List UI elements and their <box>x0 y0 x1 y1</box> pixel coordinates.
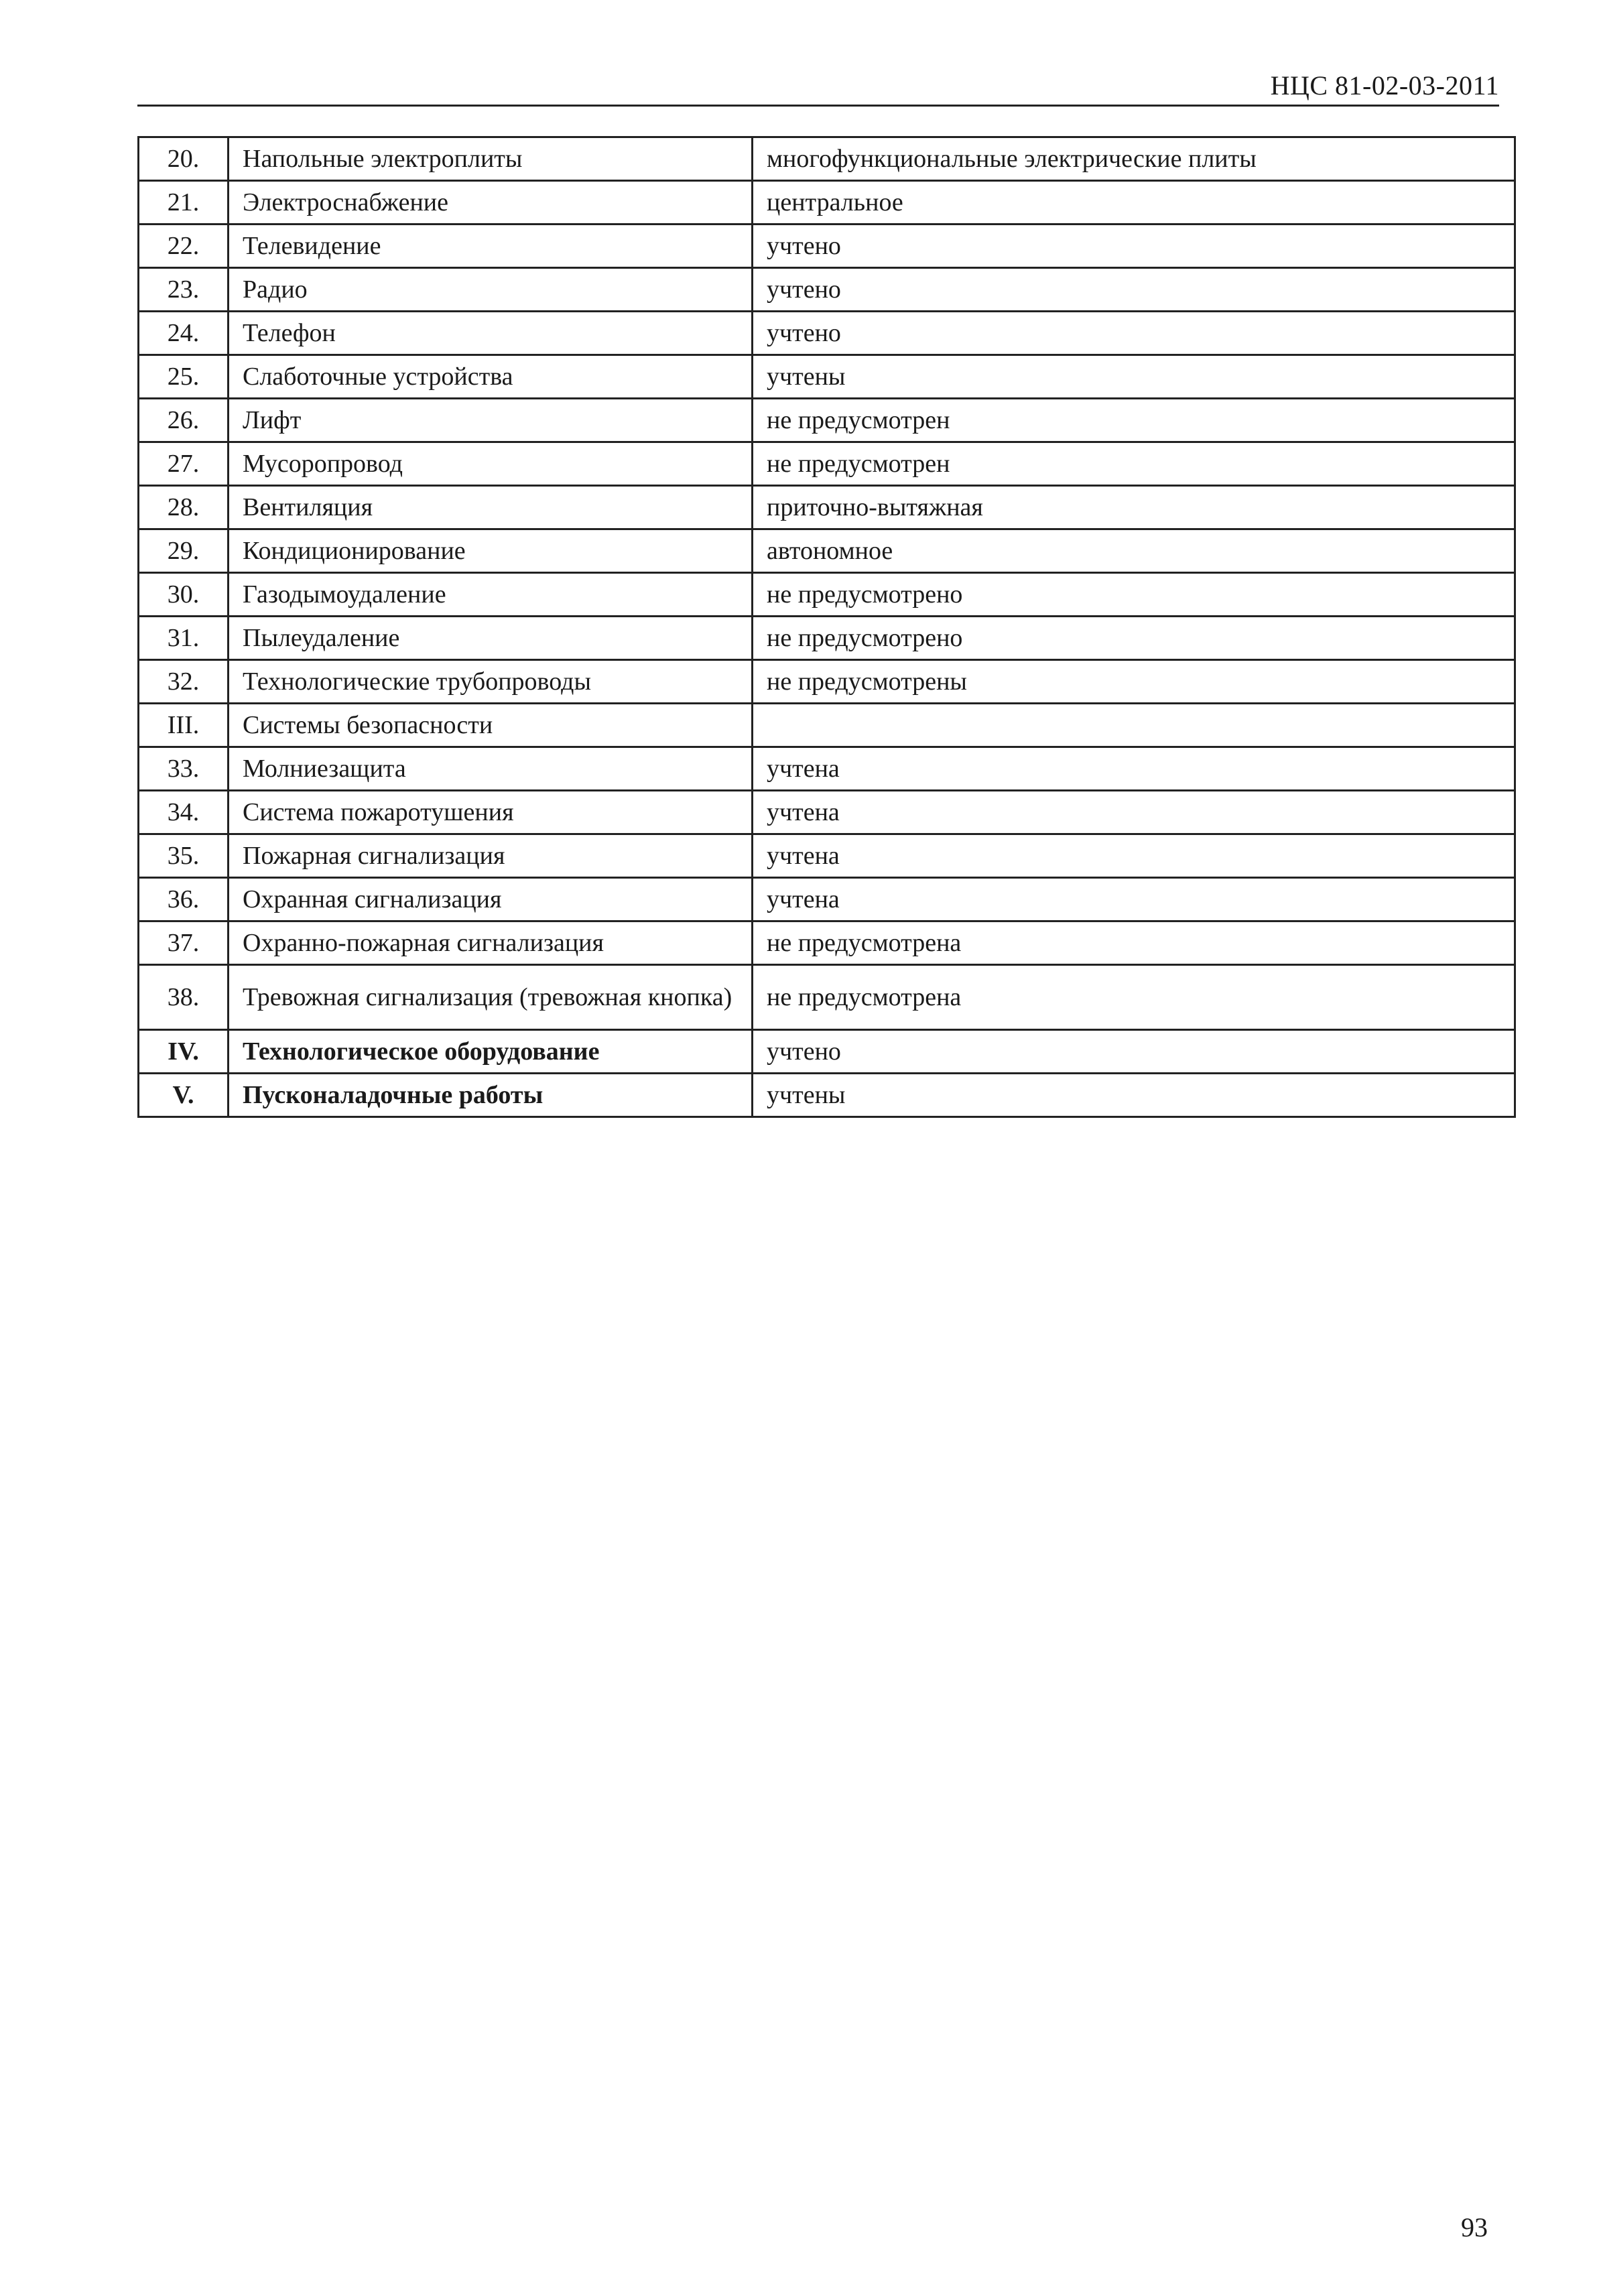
table-row <box>139 399 1515 442</box>
row-value: не предусмотрен <box>753 399 1515 442</box>
row-number: IV. <box>139 1030 229 1074</box>
row-number: 21. <box>139 181 229 225</box>
row-value: учтена <box>753 747 1515 791</box>
table-row <box>139 573 1515 617</box>
row-number: 33. <box>139 747 229 791</box>
row-value: многофункциональные электрические плиты <box>753 137 1515 181</box>
table-row <box>139 312 1515 355</box>
row-number: 38. <box>139 965 229 1030</box>
row-number: 37. <box>139 921 229 965</box>
table-row <box>139 181 1515 225</box>
row-number: 31. <box>139 617 229 660</box>
table-row <box>139 878 1515 921</box>
row-number: 36. <box>139 878 229 921</box>
row-name: Телевидение <box>229 225 753 268</box>
row-name: Газодымоудаление <box>229 573 753 617</box>
row-value: учтена <box>753 878 1515 921</box>
row-number: V. <box>139 1074 229 1117</box>
table-row <box>139 442 1515 486</box>
row-value: учтены <box>753 1074 1515 1117</box>
row-name: Молниезащита <box>229 747 753 791</box>
table-row <box>139 921 1515 965</box>
row-name: Мусоропровод <box>229 442 753 486</box>
row-name: Охранно-пожарная сигнализация <box>229 921 753 965</box>
table-row <box>139 355 1515 399</box>
section-row <box>139 1074 1515 1117</box>
row-name: Кондиционирование <box>229 529 753 573</box>
row-value: учтено <box>753 268 1515 312</box>
table-row <box>139 529 1515 573</box>
row-number: 24. <box>139 312 229 355</box>
table-row <box>139 137 1515 181</box>
row-number: 34. <box>139 791 229 834</box>
row-value: не предусмотрена <box>753 921 1515 965</box>
row-value: не предусмотрена <box>753 965 1515 1030</box>
row-number: 23. <box>139 268 229 312</box>
row-value: автономное <box>753 529 1515 573</box>
section-row <box>139 704 1515 747</box>
table-row <box>139 225 1515 268</box>
row-value: учтено <box>753 225 1515 268</box>
row-name: Система пожаротушения <box>229 791 753 834</box>
row-value: не предусмотрен <box>753 442 1515 486</box>
row-number: 27. <box>139 442 229 486</box>
row-value: учтено <box>753 1030 1515 1074</box>
row-value: центральное <box>753 181 1515 225</box>
row-number: 22. <box>139 225 229 268</box>
header-divider <box>137 105 1499 107</box>
row-value: учтены <box>753 355 1515 399</box>
page-number: 93 <box>1461 2212 1488 2242</box>
row-name: Технологическое оборудование <box>229 1030 753 1074</box>
row-name: Системы безопасности <box>229 704 753 747</box>
table-row <box>139 268 1515 312</box>
row-name: Пожарная сигнализация <box>229 834 753 878</box>
row-name: Тревожная сигнализация (тревожная кнопка) <box>229 965 753 1030</box>
row-value: учтена <box>753 834 1515 878</box>
table-row <box>139 791 1515 834</box>
row-number: 20. <box>139 137 229 181</box>
row-name: Пылеудаление <box>229 617 753 660</box>
row-number: 25. <box>139 355 229 399</box>
row-name: Пусконаладочные работы <box>229 1074 753 1117</box>
row-name: Технологические трубопроводы <box>229 660 753 704</box>
row-number: 35. <box>139 834 229 878</box>
specification-table <box>137 136 1516 1118</box>
row-name: Напольные электроплиты <box>229 137 753 181</box>
row-name: Телефон <box>229 312 753 355</box>
table-row <box>139 486 1515 529</box>
table-row <box>139 660 1515 704</box>
row-number: 32. <box>139 660 229 704</box>
row-value: учтено <box>753 312 1515 355</box>
table-row <box>139 834 1515 878</box>
table-row <box>139 965 1515 1030</box>
row-number: 28. <box>139 486 229 529</box>
row-number: 29. <box>139 529 229 573</box>
row-value: не предусмотрены <box>753 660 1515 704</box>
row-number: 26. <box>139 399 229 442</box>
row-name: Охранная сигнализация <box>229 878 753 921</box>
section-row <box>139 1030 1515 1074</box>
row-value: учтена <box>753 791 1515 834</box>
row-name: Вентиляция <box>229 486 753 529</box>
row-number: 30. <box>139 573 229 617</box>
row-value: не предусмотрено <box>753 573 1515 617</box>
row-name: Радио <box>229 268 753 312</box>
row-name: Слаботочные устройства <box>229 355 753 399</box>
row-name: Лифт <box>229 399 753 442</box>
table-row <box>139 617 1515 660</box>
document-code: НЦС 81-02-03-2011 <box>1270 70 1499 101</box>
row-value: не предусмотрено <box>753 617 1515 660</box>
row-value: приточно-вытяжная <box>753 486 1515 529</box>
table-row <box>139 747 1515 791</box>
row-value <box>753 704 1515 747</box>
row-number: III. <box>139 704 229 747</box>
row-name: Электроснабжение <box>229 181 753 225</box>
